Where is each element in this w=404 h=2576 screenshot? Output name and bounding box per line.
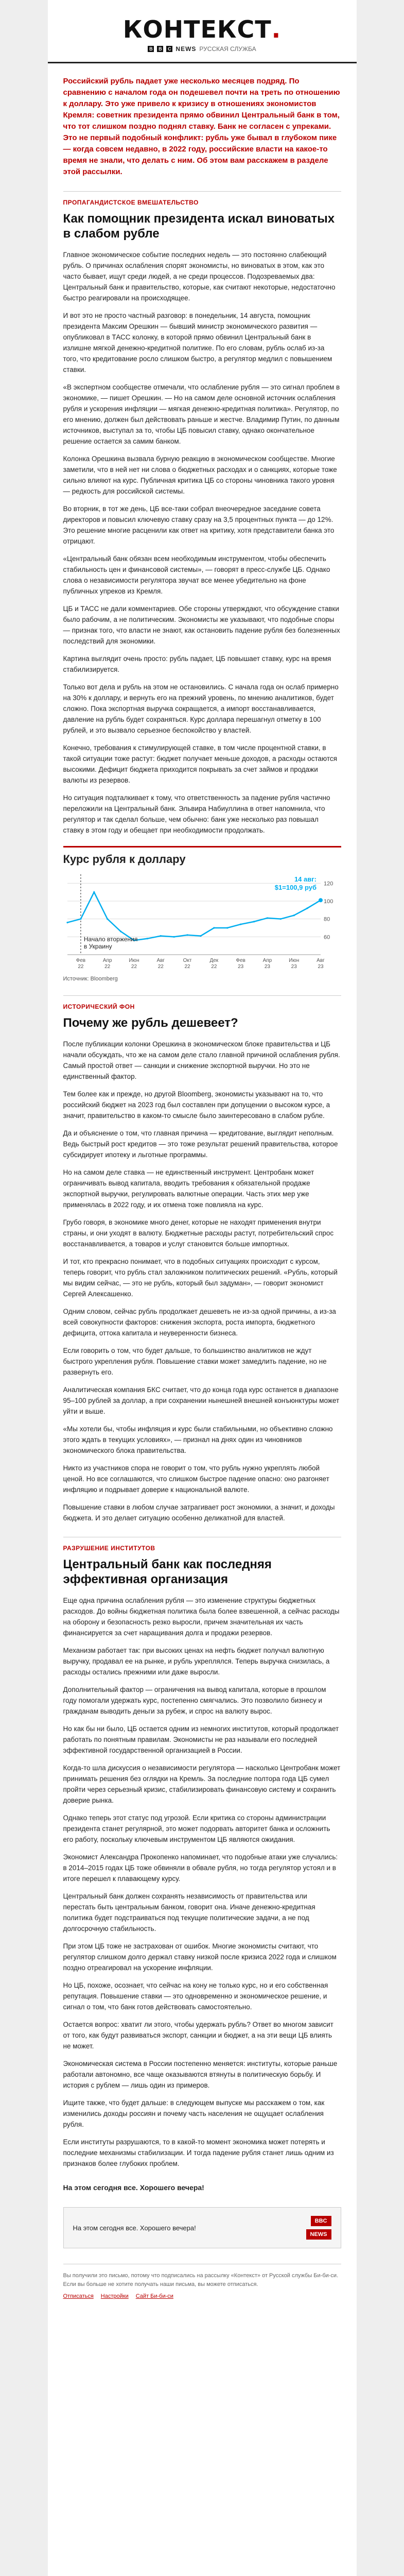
section-headline: Как помощник президента искал виноватых в слабом рубле — [63, 212, 335, 241]
paragraph: ЦБ и ТАСС не дали комментариев. Обе стороны утверждают, что обсуждение ставки было рабочим, а не политическим. Экономисты же указывают, что подобные споры — признак того, что власти не знают, как остановить падение рубля без болезненных последствий для экономики. — [63, 605, 340, 645]
news-logo[interactable]: NEWS — [306, 2229, 331, 2240]
annotation-invasion-line1: Начало вторжения — [83, 936, 137, 943]
paragraph: Конечно, требования к стимулирующей ставке, в том числе процентной ставки, в такой ситуации тоже растут: бюджет получает меньше доходов, а расходы остаются высокими. Дефицит бюджета приходится покрывать за счет займов и продажи валюты из резервов. — [63, 744, 337, 784]
service-name: РУССКАЯ СЛУЖБА — [199, 45, 256, 53]
x-tick-label: Июн — [128, 958, 139, 963]
data-point — [293, 914, 294, 916]
x-tick-year: 23 — [264, 964, 270, 970]
section-propaganda — [63, 191, 341, 982]
promo-text: На этом сегодня все. Хорошего вечера! — [73, 2224, 196, 2232]
paragraph: Картина выглядит очень просто: рубль падает, ЦБ повышает ставку, курс на время стабилизируется. — [63, 655, 331, 673]
data-point — [66, 922, 68, 923]
x-tick-year: 22 — [184, 964, 190, 970]
x-tick-year: 22 — [104, 964, 110, 970]
data-point — [173, 936, 174, 938]
data-point — [93, 891, 95, 893]
data-point — [306, 907, 308, 909]
paragraph: Но ситуация подталкивает к тому, что ответственность за падение рубля частично переложили на Центральный банк. Эльвира Набиуллина в ответ напомнила, что регулятор и так сделал больше, чем обычно: банк уже несколько раз повышал ставку в этом году и обещает при необходимости продолжать. — [63, 794, 330, 834]
x-tick-year: 23 — [291, 964, 297, 970]
paragraph: Экономическая система в России постепенно меняется: институты, которые раньше работали автономно, все чаще оказываются втянуты в политическую борьбу. И история с рублем — лишь один из примеров. — [63, 2060, 338, 2089]
x-tick-year: 22 — [77, 964, 83, 970]
news-word: NEWS — [175, 45, 197, 53]
paragraph: Еще одна причина ослабления рубля — это изменение структуры бюджетных расходов. До войны бюджетная политика была более взвешенной, а сейчас расходы на оборону и безопасность резко выросли, причем значительная их часть финансируется за счет наращивания долга и продажи резервов. — [63, 1597, 340, 1637]
paragraph: Если институты разрушаются, то в какой-то момент экономика может потерять и последние механизмы стабилизации. И тогда падение рубля станет лишь одним из признаков более глубоких проблем. — [63, 2138, 334, 2167]
footer-links — [63, 2292, 341, 2301]
y-tick-label: 80 — [323, 916, 330, 923]
promo-box — [63, 2207, 341, 2248]
paragraph: «В экспертном сообществе отмечали, что ослабление рубля — это сигнал проблем в экономике, — пишет Орешкин. — Но на самом деле основной источник ослабления рубля и ускорения инфляции — мягкая денежно-кредитная политика». Регулятор, по его мнению, должен был действовать раньше и жестче. Владимир Путин, по данным источников, выступал за то, чтобы ЦБ повысил ставку, однако окончательное решение остается за самим банком. — [63, 383, 340, 445]
last-value-marker — [319, 898, 323, 902]
paragraph: После публикации колонки Орешкина в экономическом блоке правительства и ЦБ начали обсуждать, что же на самом деле стало главной причиной ослабления рубля. Самый простой ответ — санкции и снижение экспортной выручки. Но это не единственный фактор. — [63, 1040, 340, 1080]
section-kicker: ПРОПАГАНДИСТСКОЕ ВМЕШАТЕЛЬСТВО — [63, 199, 199, 206]
paragraph: Одним словом, сейчас рубль продолжает дешеветь не из-за одной причины, а из-за всей совокупности факторов: снижения экспорта, роста импорта, бюджетного дефицита, оттока капитала и неуверенности бизнеса. — [63, 1308, 336, 1337]
masthead — [48, 0, 357, 63]
ruble-chart — [63, 846, 341, 982]
paragraph: Экономист Александра Прокопенко напоминает, что подобные атаки уже случались: в 2014–2015 годах ЦБ тоже обвиняли в обвале рубля, но тогда регулятор устоял и в итоге перешел к плавающему курсу. — [63, 1853, 338, 1883]
paragraph: Да и объяснение о том, что главная причина — кредитование, выглядит неполным. Ведь быстрый рост кредитов — это тоже результат решений правительства, которое субсидирует ипотеку и льготные программы. — [63, 1129, 338, 1159]
paragraph: Но как бы ни было, ЦБ остается одним из немногих институтов, который продолжает работать по понятным правилам. Экономисты не раз называли его последней эффективной государственной организацией в России. — [63, 1725, 339, 1754]
x-tick-label: Авг — [156, 958, 165, 963]
x-tick-label: Июн — [288, 958, 299, 963]
signoff: На этом сегодня все. Хорошего вечера! — [63, 2183, 204, 2192]
x-tick-year: 23 — [237, 964, 243, 970]
brand-logo[interactable] — [63, 15, 341, 43]
y-tick-label: 60 — [323, 934, 330, 941]
annotation-value: $1=100,9 руб — [274, 884, 317, 891]
section-headline: Почему же рубль дешевеет? — [63, 1016, 238, 1030]
promo-logos — [306, 2216, 331, 2240]
bbc-logo[interactable]: BBC — [311, 2216, 331, 2226]
brand-dot: . — [271, 15, 282, 43]
section-history — [63, 995, 341, 1523]
x-tick-year: 23 — [317, 964, 324, 970]
x-tick-label: Окт — [183, 958, 191, 963]
bbc-logo-block-c: C — [166, 46, 172, 52]
footer — [63, 2264, 341, 2301]
paragraph: И тот, кто прекрасно понимает, что в подобных ситуациях происходит с курсом, теперь говорит, что рубль стал заложником политических решений. «Рубль, который мы видим сейчас, — это не рубль, который был задуман», — говорит экономист Сергей Алексашенко. — [63, 1258, 338, 1298]
paragraph: Механизм работает так: при высоких ценах на нефть бюджет получал валютную выручку, продавал ее на рынке, и рубль укреплялся. Теперь выручка снизилась, а расходы остались прежними или даже выросли. — [63, 1647, 330, 1676]
series-line — [67, 892, 321, 941]
paragraph: Колонка Орешкина вызвала бурную реакцию в экономическом сообществе. Многие заметили, что в ней нет ни слова о бюджетных расходах и о санкциях, которые тоже сильно влияют на курс. Публичная критика ЦБ со стороны чиновника такого уровня — редкость для российской системы. — [63, 455, 337, 495]
paragraph: Главное экономическое событие последних недель — это постоянно слабеющий рубль. О причинах ослабления спорят экономисты, но виноватых в этом, как это часто бывает, ищут среди людей, а не среди процессов. Подозреваемых два: Центральный банк и правительство, которые, как считают некоторые, недостаточно быстро реагировали на происходящее. — [63, 251, 336, 302]
bbc-logo-block-b2: B — [157, 46, 163, 52]
x-tick-label: Авг — [316, 958, 325, 963]
data-point — [226, 927, 228, 928]
data-point — [186, 934, 188, 936]
paragraph: «Мы хотели бы, чтобы инфляция и курс были стабильными, но объективно сложно этого ждать в текущих условиях», — признал на днях один из чиновников экономического блока правительства. — [63, 1425, 333, 1454]
lead-paragraph: Российский рубль падает уже несколько месяцев подряд. По сравнению с началом года он подешевел почти на треть по отношению к доллару. Это уже привело к кризису в отношениях экономистов Кремля: советник президента прямо обвинил Центральный банк в том, что тот слишком поздно поднял ставку. Банк не согласен с упреками. Это не первый подобный конфликт: рубль уже бывал в глубоком пике — когда совсем недавно, в 2022 году, российские власти на какое-то время не знали, что делать с ним. Об этом вам расскажем в разделе этой рассылки. — [63, 77, 340, 176]
paragraph: Дополнительный фактор — ограничения на вывод капитала, которые в прошлом году помогали удержать курс, постепенно смягчались. Это позволило бизнесу и гражданам выводить деньги за рубеж, и спрос на валюту вырос. — [63, 1686, 326, 1715]
paragraph: Остается вопрос: хватит ли этого, чтобы удержать рубль? Ответ во многом зависит от того, как будут развиваться экспорт, санкции и бюджет, а на эти вещи ЦБ влиять не может. — [63, 2021, 333, 2050]
paragraph: Тем более как и прежде, но другой Bloomberg, экономисты указывают на то, что российский бюджет на 2023 год был составлен при допущении о высоком курсе, а значит, правительство в каком-то смысле было заинтересовано в слабом рубле. — [63, 1090, 330, 1120]
paragraph: Когда-то шла дискуссия о независимости регулятора — насколько Центробанк может принимать решения без оглядки на Кремль. За последние полтора года ЦБ сумел пройти через серьезный кризис, стабилизировать финансовую систему и сохранить доверие рынка. — [63, 1764, 341, 1804]
data-point — [213, 927, 215, 928]
data-point — [266, 917, 268, 919]
x-tick-year: 22 — [131, 964, 137, 970]
annotation-date: 14 авг: — [294, 875, 317, 883]
x-tick-label: Фев — [76, 958, 85, 963]
paragraph: Только вот дела и рубль на этом не остановились. С начала года он ослаб примерно на 30% к доллару, и вернуть его на прежний уровень, по мнению аналитиков, будет сложно. Пока экспортная выручка сокращается, а импорт восстанавливается, давление на рубль будет сохраняться. Курс доллара перешагнул отметку в 100 рублей, и это вызвало серьезное беспокойство у властей. — [63, 683, 339, 734]
data-point — [253, 921, 254, 922]
footer-line: Вы получили это письмо, потому что подписались на рассылку «Контекст» от Русской службы Би-би-си. — [63, 2273, 339, 2279]
y-tick-label: 100 — [323, 899, 333, 905]
data-point — [240, 923, 241, 925]
chart-title: Курс рубля к доллару — [63, 853, 186, 866]
section-kicker: ИСТОРИЧЕСКИЙ ФОН — [63, 1003, 135, 1010]
footer-link-site[interactable]: Сайт Би-би-си — [135, 2293, 173, 2299]
paragraph: «Центральный банк обязан всем необходимым инструментом, чтобы обеспечить стабильность цен и финансовой системы», — говорят в пресс-службе ЦБ. Однако слова о независимости регулятора звучат все менее убедительно на фоне публичных упреков из Кремля. — [63, 555, 330, 595]
byline — [63, 45, 341, 53]
annotation-invasion-line2: в Украину — [83, 943, 112, 950]
paragraph: Центральный банк должен сохранять независимость от правительства или перестать быть центральным банком, говорит она. Иначе денежно-кредитная политика будет подстраиваться под текущие политические задачи, а не под долгосрочную стабильность. — [63, 1892, 315, 1933]
newsletter-page — [48, 0, 357, 2576]
data-point — [200, 935, 201, 937]
section-headline: Центральный банк как последняя эффективная организация — [63, 1557, 272, 1586]
paragraph: При этом ЦБ тоже не застрахован от ошибок. Многие экономисты считают, что регулятор слишком долго держал ставку низкой после кризиса 2022 года и слишком поздно отреагировал на ускорение инфляции. — [63, 1942, 337, 1972]
paragraph: Но ЦБ, похоже, осознает, что сейчас на кону не только курс, но и его собственная репутация. Повышение ставки — это одновременно и экономическое решение, и сигнал о том, что банк готов действовать самостоятельно. — [63, 1981, 328, 2011]
x-tick-year: 22 — [157, 964, 164, 970]
section-institutions — [63, 1537, 341, 2169]
x-tick-label: Дек — [209, 958, 218, 963]
x-tick-label: Апр — [102, 958, 112, 963]
paragraph: Во вторник, в тот же день, ЦБ все-таки собрал внеочередное заседание совета директоров и повысил ключевую ставку сразу на 3,5 процентных пункта — до 12%. Это решение многие расценили как ответ на критику, хотя представители банка это отрицают. — [63, 505, 335, 545]
footer-link-settings[interactable]: Настройки — [100, 2293, 129, 2299]
chart-svg — [63, 869, 341, 972]
footer-line: Если вы больше не хотите получать наши письма, вы можете отписаться. — [63, 2281, 258, 2287]
paragraph: Ищите также, что будет дальше: в следующем выпуске мы расскажем о том, как изменились доходы россиян и почему часть населения не ощущает ослабления рубля. — [63, 2099, 325, 2128]
paragraph: Если говорить о том, что будет дальше, то большинство аналитиков не ждут быстрого укрепления рубля. Повышение ставки может замедлить падение, но не развернуть его. — [63, 1347, 327, 1376]
data-point — [107, 918, 108, 920]
y-tick-label: 120 — [323, 880, 333, 887]
footer-link-unsubscribe[interactable]: Отписаться — [63, 2293, 94, 2299]
paragraph: Никто из участников спора не говорит о том, что рубль нужно укреплять любой ценой. Но все соглашаются, что слишком быстрое падение опасно: оно разгоняет инфляцию и подрывает доверие к национальной валюте. — [63, 1464, 329, 1494]
x-tick-label: Апр — [262, 958, 272, 963]
paragraph: Повышение ставки в любом случае затрагивает рост экономики, а значит, и доходы бюджета. И это делает ситуацию особенно деликатной для властей. — [63, 1503, 335, 1522]
paragraph: Однако теперь этот статус под угрозой. Если критика со стороны администрации президента станет регулярной, это может подорвать авторитет банка и осложнить его работу, поскольку ключевым инструментом ЦБ являются ожидания. — [63, 1814, 330, 1843]
paragraph: И вот это не просто частный разговор: в понедельник, 14 августа, помощник президента Максим Орешкин — бывший министр экономического развития — опубликовал в ТАСС колонку, в которой прямо обвинил Центральный банк в излишне мягкой денежно-кредитной политике. По его словам, рубль ослаб из-за того, что кредитование росло слишком быстро, а регулятор медлил с повышением ставки. — [63, 312, 332, 374]
x-tick-year: 22 — [210, 964, 217, 970]
paragraph: Аналитическая компания БКС считает, что до конца года курс останется в диапазоне 95–100 рублей за доллар, а при сохранении нынешней внешней конъюнктуры может уйти и выше. — [63, 1386, 340, 1415]
paragraph: Но на самом деле ставка — не единственный инструмент. Центробанк может ограничивать вывод капитала, вводить требования к обязательной продаже экспортной выручки, регулировать валютные операции. Часть этих мер уже применялась в 2022 году, и их отмена тоже повлияла на курс. — [63, 1168, 314, 1209]
paragraph: Грубо говоря, в экономике много денег, которые не находят применения внутри страны, и они уходят в валюту. Бюджетные расходы растут, потребительский спрос восстанавливается, а товаров и услуг становится больше импортных. — [63, 1218, 334, 1248]
bbc-logo-block-b1: B — [148, 46, 154, 52]
data-point — [80, 918, 81, 920]
brand-name: КОНТЕКСТ — [122, 15, 272, 43]
section-kicker: РАЗРУШЕНИЕ ИНСТИТУТОВ — [63, 1545, 155, 1552]
chart-source: Источник: Bloomberg — [63, 976, 118, 982]
data-point — [279, 918, 281, 920]
data-point — [160, 935, 161, 937]
newsletter-content — [48, 63, 357, 2321]
x-tick-label: Фев — [235, 958, 245, 963]
data-point — [146, 938, 148, 939]
data-point — [119, 930, 121, 932]
